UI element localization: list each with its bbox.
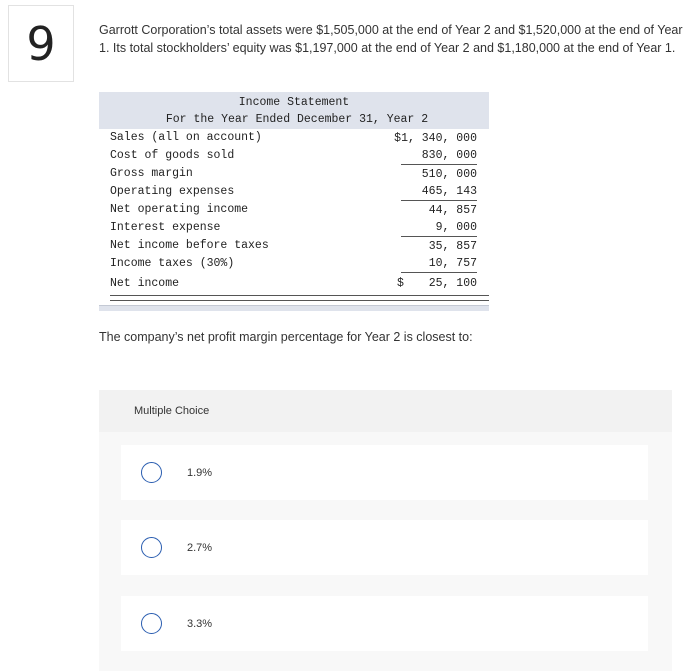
choice-option-3[interactable] (121, 596, 648, 651)
question-prompt: Garrott Corporation’s total assets were $1,505,000 at the end of Year 2 and $1,520,000 at the end of Year 1. Its total stockholders’ equity was $1,197,000 at the end of Year 2 and $1,180,000 at the end of Year 1. (99, 23, 683, 55)
statement-row-income-before-taxes (99, 237, 489, 255)
statement-footer (99, 305, 489, 311)
multiple-choice-header: Multiple Choice (99, 390, 672, 432)
row-amount: 10, 757 (401, 255, 477, 273)
radio-button-icon[interactable] (141, 537, 162, 558)
row-amount: 465, 143 (401, 183, 477, 201)
question-number-badge (8, 5, 74, 82)
choice-label: 1.9% (187, 466, 213, 479)
choice-option-2[interactable] (121, 520, 648, 575)
row-amount: 9, 000 (401, 219, 477, 237)
question-text: The company’s net profit margin percentage for Year 2 is closest to: (99, 330, 473, 344)
double-underline (110, 295, 489, 301)
net-income-amount (397, 273, 477, 295)
row-label: Interest expense (110, 221, 221, 234)
statement-row-interest-expense (99, 219, 489, 237)
row-label: Net income before taxes (110, 239, 269, 252)
income-statement (99, 92, 489, 311)
statement-header (99, 92, 489, 129)
statement-row-cogs (99, 147, 489, 165)
row-label: Operating expenses (110, 185, 235, 198)
statement-row-net-operating-income (99, 201, 489, 219)
question-number: 9 (26, 16, 56, 71)
radio-button-icon[interactable] (141, 613, 162, 634)
row-amount: 25, 100 (428, 277, 477, 290)
row-amount: 510, 000 (421, 168, 477, 181)
multiple-choice-panel (99, 390, 672, 671)
statement-title: Income Statement (238, 96, 350, 109)
row-amount: 830, 000 (401, 147, 477, 165)
row-label: Cost of goods sold (110, 149, 235, 162)
statement-subtitle: For the Year Ended December 31, Year 2 (165, 113, 429, 126)
statement-row-gross-margin (99, 165, 489, 183)
row-label: Net income (110, 277, 180, 290)
choice-label: 2.7% (187, 541, 213, 554)
row-label: Gross margin (110, 167, 193, 180)
choice-label: 3.3% (187, 617, 213, 630)
statement-row-net-income (99, 273, 489, 295)
row-amount: $1, 340, 000 (394, 132, 477, 145)
row-label: Income taxes (30%) (110, 257, 235, 270)
row-label: Sales (all on account) (110, 131, 262, 144)
row-label: Net operating income (110, 203, 249, 216)
choice-option-1[interactable] (121, 445, 648, 500)
currency-symbol: $ (397, 277, 404, 290)
statement-row-sales (99, 129, 489, 147)
statement-row-operating-expenses (99, 183, 489, 201)
radio-button-icon[interactable] (141, 462, 162, 483)
row-amount: 44, 857 (428, 204, 477, 217)
statement-row-income-taxes (99, 255, 489, 273)
row-amount: 35, 857 (428, 240, 477, 253)
